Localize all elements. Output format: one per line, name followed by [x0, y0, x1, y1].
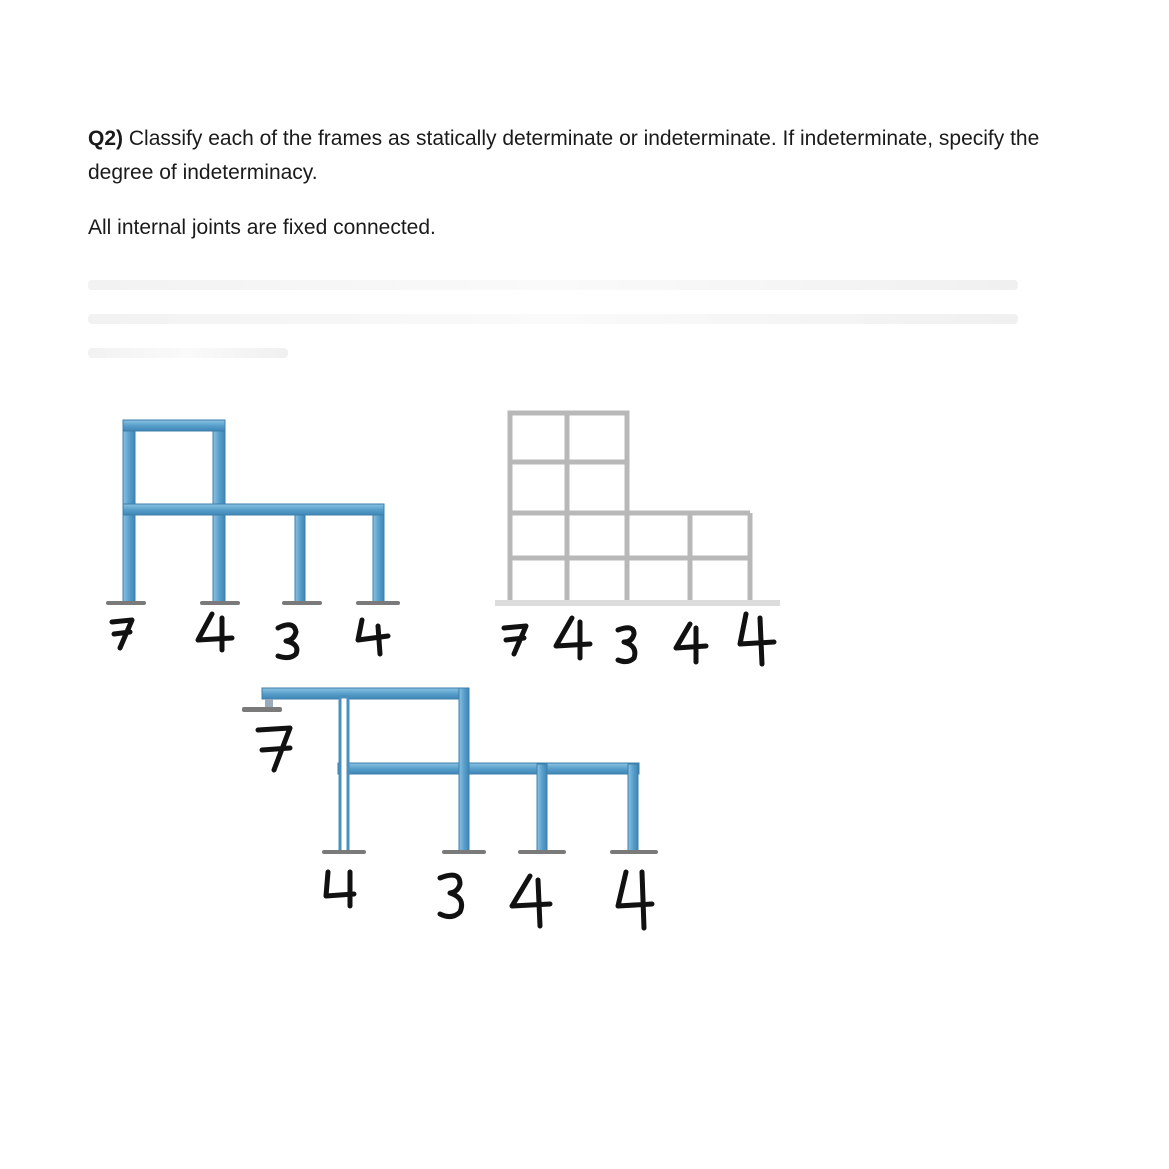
annotation-a-4: [198, 614, 232, 650]
annotation-b-4b: [676, 624, 706, 662]
roller-support-icon: [265, 699, 273, 707]
annotation-a-3: [278, 625, 297, 658]
annotation-b-3: [618, 628, 635, 662]
annotation-b-4: [556, 618, 590, 658]
annotation-c-4c: [618, 872, 652, 928]
annotation-b-4c: [740, 614, 774, 664]
question-number: Q2): [88, 127, 124, 150]
annotation-a-7: [112, 620, 132, 648]
annotation-b-7: [504, 626, 526, 654]
note-text: All internal joints are fixed connected.: [88, 216, 436, 239]
frame-c: [242, 688, 658, 854]
question-body: Classify each of the frames as statically determinate or indeterminate. If indeterminate, specify the degree of indeterminacy.: [88, 127, 1040, 184]
frame-a: [106, 420, 400, 605]
annotation-a-4b: [358, 620, 388, 654]
annotation-c-4b: [512, 876, 550, 926]
annotation-c-7: [258, 728, 290, 770]
frame-b: [495, 413, 780, 606]
annotation-c-3: [440, 875, 462, 916]
annotation-c-4: [326, 872, 354, 906]
